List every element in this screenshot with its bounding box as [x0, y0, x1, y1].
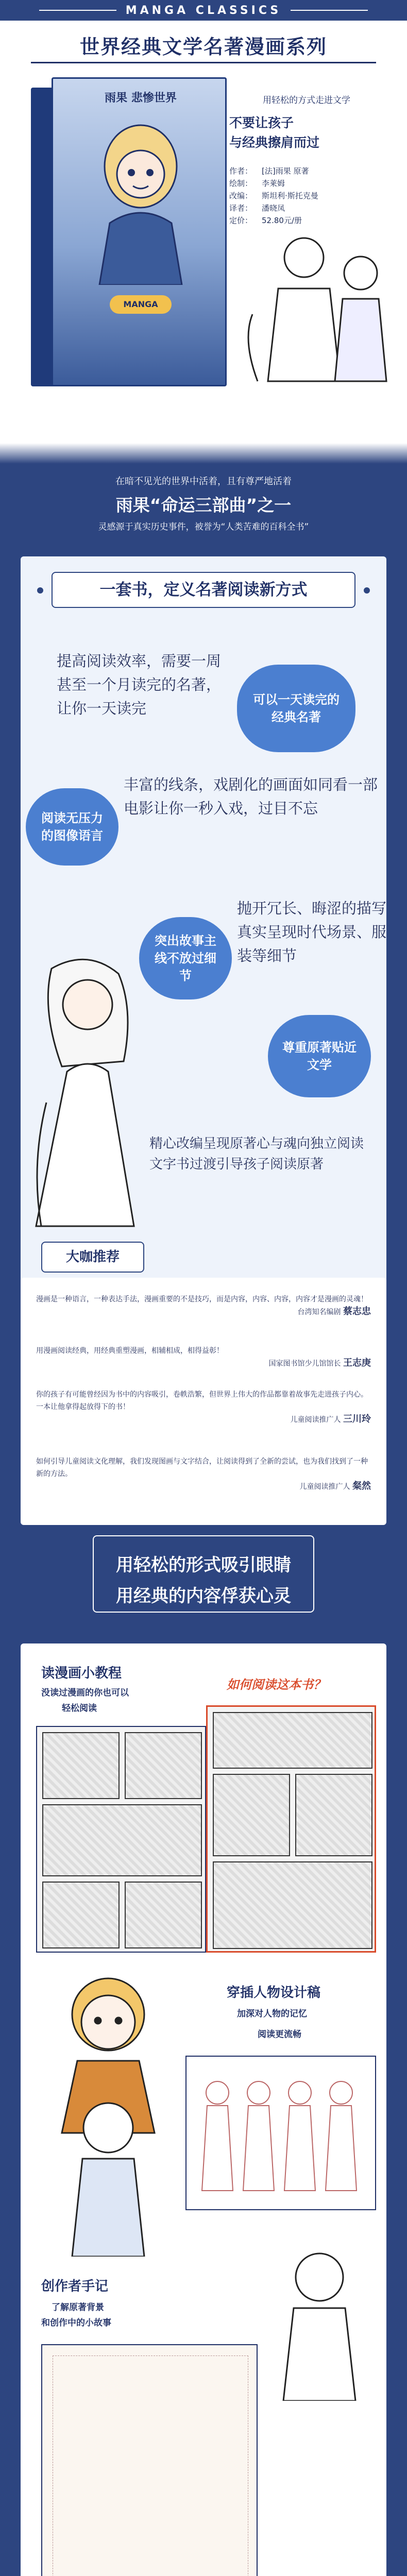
- sign-name: 王志庚: [343, 1358, 371, 1368]
- meta-value: 52.80元/册: [262, 216, 302, 225]
- sign-role: 国家图书馆少儿馆馆长: [268, 1360, 341, 1368]
- meta-row: [229, 177, 384, 190]
- recommend-sign: [36, 1306, 371, 1318]
- recommend-text: 如何引导儿童阅读文化理解，我们发现图画与文字结合，让阅读得到了全新的尝试，也为我们找到了一种新的方法。: [36, 1458, 368, 1478]
- recommend-item: [36, 1293, 371, 1318]
- meta-row: [229, 190, 384, 202]
- sign-name: 三川玲: [343, 1414, 371, 1425]
- recommend-sign: [36, 1357, 371, 1370]
- recommend-text: 用漫画阅读经典，用经典重塑漫画，相辅相成，相得益彰！: [36, 1347, 224, 1355]
- feature-pill-1: 可以一天读完的经典名著: [237, 665, 355, 752]
- hero-fade: [0, 443, 407, 464]
- tutorial-label: 读漫画小教程: [41, 1666, 122, 1681]
- hero-section: [0, 0, 407, 464]
- feature-text-4: 精心改编呈现原著心与魂向独立阅读文字书过渡引导孩子阅读原著: [149, 1136, 364, 1172]
- meta-value: 李莱姆: [262, 179, 285, 188]
- tutorial-sub-1: 没读过漫画的你也可以: [41, 1688, 129, 1698]
- notes-sub-1: 了解原著背景: [52, 2302, 104, 2313]
- meta-row: [229, 202, 384, 214]
- student-illustration: [41, 2087, 175, 2257]
- meta-value: [法]雨果 原著: [262, 166, 309, 176]
- features-section: [21, 556, 386, 1350]
- character-design-sheet: [185, 2056, 376, 2210]
- showcase-section: [21, 1643, 386, 2576]
- notes-label: 创作者手记: [41, 2279, 109, 2294]
- how-to-read-tag: 如何阅读这本书？: [227, 1677, 326, 1692]
- sign-name: 粲然: [352, 1481, 371, 1492]
- feature-pill-2: 阅读无压力的图像语言: [26, 788, 118, 866]
- character-sketches: [186, 2057, 375, 2209]
- cover-girl-illustration: [84, 120, 197, 285]
- recommend-text: 你的孩子有可能曾经因为书中的内容吸引，卷帙浩繁，但世界上伟大的作品都靠着故事先走进孩子内心。一本让他拿得起放得下的书！: [36, 1391, 368, 1411]
- meta-key: 绘制：: [229, 179, 253, 188]
- series-title: 世界经典文学名著漫画系列: [79, 35, 327, 58]
- feature-text-2: 丰富的线条，戏剧化的画面如同看一部电影让你一秒入戏，过目不忘: [124, 776, 378, 817]
- meta-key: 译者：: [229, 204, 253, 213]
- recommend-item: [36, 1345, 371, 1370]
- recommend-title: 大咖推荐: [41, 1242, 144, 1273]
- cover-title: 雨果 悲惨世界: [105, 91, 177, 105]
- design-sub: 加深对人物的记忆: [237, 2009, 307, 2019]
- meta-value: 潘晓凤: [262, 204, 285, 213]
- meta-row: [229, 214, 384, 227]
- recommend-sign: [36, 1413, 371, 1426]
- boy-illustration: [263, 2236, 376, 2401]
- intro-line-2: 雨果“命运三部曲”之一: [115, 495, 292, 515]
- manga-sample-page-2: [206, 1705, 376, 1953]
- meta-key: 改编：: [229, 191, 253, 200]
- feature-pill-4: 尊重原著贴近文学: [268, 1015, 371, 1097]
- lady-illustration: [15, 948, 160, 1236]
- design-sub-2: 阅读更流畅: [258, 2029, 301, 2040]
- intro-line-1: 在暗不见光的世界中活着，且有尊严地活着: [115, 476, 292, 487]
- slogan-line-1: 不要让孩子: [229, 115, 294, 130]
- book-cover-image: [31, 77, 227, 386]
- cover-badge: MANGA: [110, 295, 172, 314]
- sign-name: 蔡志忠: [343, 1306, 371, 1317]
- sign-role: 台湾知名编剧: [297, 1308, 341, 1316]
- sign-role: 儿童阅读推广人: [290, 1416, 341, 1424]
- recommend-text: 漫画是一种语言，一种表达手法，漫画重要的不是技巧，而是内容，内容、内容，内容才是漫画的灵魂！: [36, 1295, 368, 1303]
- meta-value: 斯坦利·斯托克曼: [262, 191, 318, 200]
- sign-role: 儿童阅读推广人: [299, 1483, 350, 1491]
- features-header: 一套书，定义名著阅读新方式: [52, 572, 355, 608]
- recommend-box: [21, 1278, 386, 1525]
- hero-subtitle: 用轻松的方式走进文学: [263, 95, 350, 106]
- recommend-item: [36, 1455, 371, 1493]
- creator-notes-page: [41, 2344, 258, 2576]
- section2-title-1: 用轻松的形式吸引眼睛: [116, 1555, 291, 1575]
- meta-row: [229, 165, 384, 177]
- recommend-item: [36, 1388, 371, 1426]
- book-cover: [52, 77, 227, 386]
- book-meta: [229, 165, 384, 227]
- meta-key: 定价：: [229, 216, 253, 225]
- meta-key: 作者：: [229, 166, 253, 176]
- feature-text-3: 抛开冗长、晦涩的描写真实呈现时代场景、服装等细节: [237, 900, 387, 964]
- feature-pill-3: 突出故事主线不放过细节: [139, 917, 232, 999]
- slogan-line-2: 与经典擦肩而过: [229, 135, 320, 150]
- manga-sample-page-1: [36, 1726, 206, 1953]
- notes-sub-2: 和创作中的小故事: [41, 2318, 111, 2328]
- feature-text-1: 提高阅读效率，需要一周甚至一个月读完的名著，让你一天读完: [57, 652, 222, 717]
- intro-line-3: 灵感源于真实历史事件，被誉为“人类苦难的百科全书”: [98, 522, 309, 532]
- tutorial-sub-2: 轻松阅读: [62, 1703, 97, 1714]
- design-label: 穿插人物设计稿: [227, 1985, 321, 2001]
- recommend-sign: [36, 1480, 371, 1493]
- hero-slogan: [229, 113, 384, 152]
- title-divider: [31, 62, 376, 63]
- brand-bar: MANGA CLASSICS: [0, 0, 407, 21]
- section2-title-2: 用经典的内容俘获心灵: [116, 1586, 291, 1606]
